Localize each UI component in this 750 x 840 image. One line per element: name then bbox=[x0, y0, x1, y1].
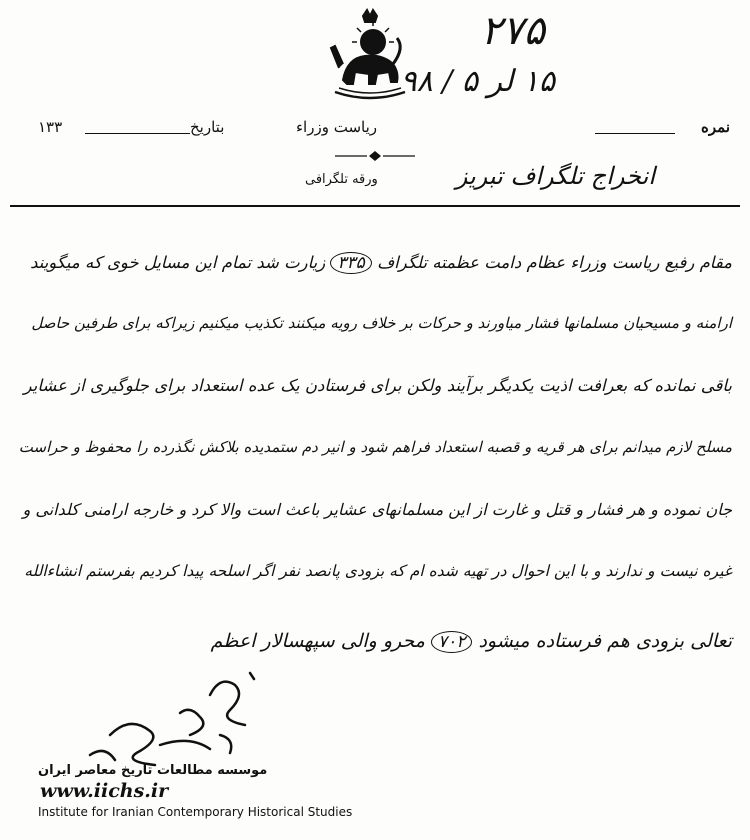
body-text: مسلح لازم میدانم برای هر قریه و قصبه استعداد فراهم شود و انیر دم ستمدیده بلاکش نگذرده را محفوظ و حراست bbox=[18, 438, 732, 456]
handwritten-reference bbox=[395, 2, 555, 112]
watermark-institute-en: Institute for Iranian Contemporary Historical Studies bbox=[38, 805, 353, 819]
tarikh-underline bbox=[85, 133, 190, 134]
nomre-label: نمره bbox=[701, 118, 730, 136]
body-text: تعالی بزودی هم فرستاده میشود bbox=[478, 630, 732, 652]
watermark-url: www.iichs.ir bbox=[40, 780, 169, 802]
handwritten-number: ۲۷۵ bbox=[480, 8, 545, 54]
year-prefix: ۱۳۳ bbox=[38, 118, 63, 136]
telegram-ref-number: ۷۰۲ bbox=[431, 631, 472, 653]
body-line bbox=[31, 314, 732, 332]
body-line bbox=[24, 562, 732, 580]
body-text: محرو والی سپهسالار اعظم bbox=[210, 630, 425, 652]
body-line bbox=[23, 500, 732, 519]
header-rule bbox=[10, 205, 740, 207]
body-text: زیارت شد تمام این مسایل خوی که میگویند bbox=[30, 253, 326, 272]
riasat-vozara-label: ریاست وزراء bbox=[296, 118, 378, 136]
body-line bbox=[30, 252, 732, 274]
body-line bbox=[24, 376, 732, 395]
handwritten-date: ۱۵ لر ۵ / ۹۸ bbox=[400, 64, 555, 99]
body-text: جان نموده و هر فشار و قتل و غارت از این مسلمانهای عشایر باعث است والا کرد و خارجه ارامنی کلدانی و bbox=[22, 500, 732, 519]
body-text: باقی نمانده که بعرافت اذیت یکدیگر برآیند ولکن برای فرستادن یک عده استعداد برای جلوگیری از عشایر bbox=[23, 376, 732, 395]
varaqe-telegrafi-label: ورقه تلگرافی bbox=[305, 172, 378, 187]
body-text: مقام رفیع ریاست وزراء عظام دامت عظمته تلگراف bbox=[377, 253, 732, 272]
body-line bbox=[211, 630, 732, 653]
body-line bbox=[19, 438, 732, 456]
body-text: ارامنه و مسیحیان مسلمانها فشار میاورند و حرکات بر خلاف رویه میکنند تکذیب میکنیم زیراکه برای طرفین حاصل bbox=[31, 314, 732, 332]
watermark-institute-fa: موسسه مطالعات تاریخ معاصر ایران bbox=[38, 763, 268, 778]
tarikh-label: بتاریخ bbox=[190, 118, 225, 136]
nomre-underline bbox=[595, 133, 675, 134]
ekhraj-telegraf-title: انخراج تلگراف تبریز bbox=[455, 162, 655, 190]
ornament-divider-icon bbox=[335, 150, 415, 162]
body-text: غیره نیست و ندارند و با این احوال در تهیه شده ام که بزودی پانصد نفر اگر اسلحه پیدا کردیم بفرستم انشاءالله bbox=[24, 562, 732, 580]
telegram-ref-number: ۳۳۵ bbox=[330, 252, 371, 274]
handwritten-signature-icon bbox=[60, 665, 290, 775]
